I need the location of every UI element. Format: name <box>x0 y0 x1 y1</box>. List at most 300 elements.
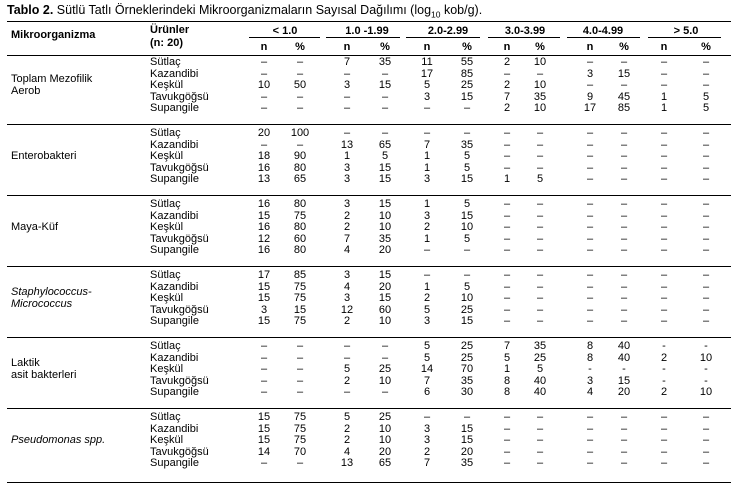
count-cell: 3 <box>343 198 351 210</box>
product-name: Supangile <box>150 315 199 327</box>
count-cell: 3 <box>423 173 431 185</box>
products-column-header: Ürünler <box>150 24 190 36</box>
percent-cell: – <box>536 209 544 222</box>
count-cell: – <box>660 127 668 139</box>
percent-cell: – <box>620 209 628 222</box>
count-cell: 3 <box>343 161 351 174</box>
percent-cell: – <box>536 445 544 458</box>
percent-cell: 10 <box>699 351 713 364</box>
product-name: Sütlaç <box>150 269 181 281</box>
count-cell: 3 <box>586 67 594 80</box>
count-cell: – <box>660 79 668 91</box>
count-cell: – <box>660 269 668 281</box>
range-header: 3.0-3.99 <box>504 25 546 37</box>
product-name: Supangile <box>150 244 199 256</box>
percent-cell: 40 <box>533 374 547 387</box>
count-cell: 3 <box>260 303 268 316</box>
percent-cell: 10 <box>460 221 474 233</box>
count-cell: – <box>503 269 511 281</box>
percent-cell: 5 <box>463 150 471 162</box>
count-cell: – <box>586 434 594 446</box>
count-cell: – <box>423 244 431 256</box>
range-header: 1.0 -1.99 <box>345 25 389 37</box>
percent-cell: 70 <box>460 363 474 375</box>
percent-cell: – <box>620 411 628 423</box>
count-cell: 4 <box>343 445 351 458</box>
product-name: Supangile <box>150 386 199 398</box>
count-cell: 4 <box>343 280 351 293</box>
percent-cell: – <box>381 127 389 139</box>
count-cell: – <box>660 434 668 446</box>
count-cell: 1 <box>423 232 431 245</box>
count-cell: – <box>660 161 668 174</box>
product-name: Keşkül <box>150 79 184 91</box>
percent-cell: 100 <box>290 127 310 139</box>
percent-cell: 15 <box>378 173 392 185</box>
table-title-tail: kob/g). <box>440 3 483 17</box>
count-cell: 2 <box>423 221 431 233</box>
microorganism-name: Maya-Küf <box>11 220 59 233</box>
count-cell: – <box>586 422 594 435</box>
range-underline <box>648 37 721 38</box>
count-cell: – <box>260 138 268 151</box>
table-top-rule <box>7 21 731 22</box>
percent-cell: 5 <box>702 102 710 114</box>
n-column-header: n <box>503 41 511 53</box>
count-cell: – <box>660 67 668 80</box>
product-name: Keşkül <box>150 292 184 304</box>
count-cell: – <box>423 269 431 281</box>
percent-cell: 25 <box>460 79 474 91</box>
count-cell: 1 <box>660 90 668 103</box>
percent-cell: 15 <box>460 422 474 435</box>
count-cell: 11 <box>421 56 433 68</box>
range-header: 4.0-4.99 <box>582 25 624 37</box>
count-cell: – <box>586 244 594 256</box>
count-cell: 1 <box>503 173 511 185</box>
microorganism-name: Pseudomonas spp. <box>11 433 106 446</box>
percent-cell: - <box>704 374 708 387</box>
percent-cell: – <box>381 340 389 352</box>
percent-cell: 20 <box>378 244 392 256</box>
count-cell: 12 <box>257 232 271 245</box>
count-cell: 1 <box>423 280 431 293</box>
count-cell: – <box>660 445 668 458</box>
count-cell: – <box>260 363 268 375</box>
percent-cell: – <box>702 150 710 162</box>
count-cell: 2 <box>660 351 668 364</box>
count-cell: – <box>586 127 594 139</box>
range-underline <box>249 37 320 38</box>
percent-cell: 75 <box>293 411 307 423</box>
percent-column-header: % <box>619 41 629 53</box>
count-cell: 1 <box>660 102 668 114</box>
count-cell: – <box>660 198 668 210</box>
percent-cell: – <box>536 127 544 139</box>
count-cell: 3 <box>423 434 431 446</box>
count-cell: 18 <box>257 150 271 162</box>
percent-column-header: % <box>701 41 711 53</box>
product-name: Kazandibi <box>150 209 199 222</box>
count-cell: – <box>586 315 594 327</box>
percent-cell: 65 <box>378 457 392 469</box>
count-cell: 3 <box>423 315 431 327</box>
table-title-text: Sütlü Tatlı Örneklerindeki Mikroorganizmaların Sayısal Dağılımı (log <box>56 3 432 17</box>
percent-cell: – <box>702 445 710 458</box>
percent-cell: 10 <box>378 374 392 387</box>
percent-cell: 5 <box>702 90 710 103</box>
count-cell: 2 <box>343 221 351 233</box>
count-cell: – <box>343 340 351 352</box>
count-cell: – <box>586 79 594 91</box>
group-separator <box>7 408 731 409</box>
count-cell: 1 <box>423 198 431 210</box>
percent-cell: – <box>702 244 710 256</box>
percent-cell: 75 <box>293 434 307 446</box>
percent-cell: – <box>296 138 304 151</box>
percent-cell: – <box>296 67 304 80</box>
count-cell: – <box>503 150 511 162</box>
percent-cell: – <box>536 411 544 423</box>
count-cell: – <box>660 280 668 293</box>
group-separator <box>7 337 731 338</box>
percent-cell: 25 <box>378 411 392 423</box>
count-cell: – <box>660 221 668 233</box>
count-cell: – <box>586 150 594 162</box>
count-cell: 15 <box>257 411 271 423</box>
microorganism-name: Enterobakteri <box>11 149 77 162</box>
count-cell: 13 <box>340 138 354 151</box>
count-cell: 2 <box>503 56 511 68</box>
count-cell: 8 <box>503 386 511 398</box>
count-cell: – <box>660 422 668 435</box>
percent-cell: – <box>463 127 471 139</box>
percent-cell: – <box>620 269 628 281</box>
count-cell: – <box>260 102 268 114</box>
percent-cell: 10 <box>378 315 392 327</box>
count-cell: – <box>503 127 511 139</box>
count-cell: – <box>503 161 511 174</box>
count-cell: 4 <box>586 386 594 398</box>
percent-cell: – <box>536 161 544 174</box>
percent-cell: 85 <box>293 269 307 281</box>
count-cell: 2 <box>343 315 351 327</box>
product-name: Tavukgöğsü <box>150 445 209 458</box>
percent-cell: 80 <box>293 161 307 174</box>
percent-cell: – <box>620 244 628 256</box>
count-cell: – <box>503 315 511 327</box>
percent-cell: – <box>381 67 389 80</box>
percent-cell: 55 <box>460 56 474 68</box>
count-cell: – <box>586 303 594 316</box>
count-cell: – <box>660 457 668 469</box>
percent-cell: 40 <box>617 351 631 364</box>
count-cell: – <box>343 127 351 139</box>
percent-cell: – <box>620 422 628 435</box>
count-cell: – <box>660 315 668 327</box>
count-cell: 9 <box>586 90 594 103</box>
count-cell: – <box>586 161 594 174</box>
percent-cell: – <box>536 269 544 281</box>
count-cell: 5 <box>423 79 431 91</box>
product-name: Kazandibi <box>150 138 199 151</box>
percent-cell: – <box>381 351 389 364</box>
percent-cell: 80 <box>293 198 307 210</box>
microorganism-name: Staphylococcus- <box>11 285 92 298</box>
product-name: Keşkül <box>150 363 184 375</box>
count-cell: 5 <box>423 351 431 364</box>
percent-cell: 85 <box>460 67 474 80</box>
count-cell: – <box>503 209 511 222</box>
count-cell: – <box>423 102 431 114</box>
count-cell: – <box>586 445 594 458</box>
microorganism-name: Laktik <box>11 356 40 369</box>
percent-cell: – <box>702 269 710 281</box>
n-column-header: n <box>423 41 431 53</box>
group-separator <box>7 195 731 196</box>
percent-cell: 80 <box>293 221 307 233</box>
count-cell: 2 <box>423 445 431 458</box>
percent-cell: – <box>702 292 710 304</box>
count-cell: – <box>260 340 268 352</box>
percent-cell: 15 <box>460 434 474 446</box>
count-cell: 2 <box>423 292 431 304</box>
count-cell: – <box>660 411 668 423</box>
count-cell: – <box>503 244 511 256</box>
product-name: Tavukgöğsü <box>150 161 209 174</box>
count-cell: – <box>586 56 594 68</box>
percent-cell: – <box>620 198 628 210</box>
table-bottom-rule <box>7 482 731 483</box>
count-cell: 2 <box>503 79 511 91</box>
percent-cell: – <box>620 138 628 151</box>
count-cell: – <box>260 457 268 469</box>
product-name: Keşkül <box>150 221 184 233</box>
count-cell: – <box>343 351 351 364</box>
count-cell: – <box>343 90 351 103</box>
count-cell: – <box>503 445 511 458</box>
count-cell: 7 <box>423 138 431 151</box>
percent-cell: 60 <box>293 232 307 245</box>
count-cell: 4 <box>343 244 351 256</box>
table-title-subscript: 10 <box>431 9 441 20</box>
percent-cell: – <box>620 292 628 304</box>
count-cell: – <box>343 102 351 114</box>
percent-cell: – <box>296 363 304 375</box>
percent-cell: – <box>702 411 710 423</box>
percent-cell: 5 <box>463 161 471 174</box>
count-cell: – <box>586 221 594 233</box>
count-cell: 14 <box>420 363 434 375</box>
percent-cell: 20 <box>378 280 392 293</box>
percent-cell: 15 <box>293 303 307 316</box>
count-cell: 3 <box>343 269 351 281</box>
count-cell: 8 <box>586 340 594 352</box>
percent-cell: 75 <box>293 422 307 435</box>
percent-cell: 15 <box>378 161 392 174</box>
percent-cell: 85 <box>617 102 631 114</box>
percent-cell: 10 <box>533 79 547 91</box>
count-cell: 16 <box>257 244 271 256</box>
microorganism-name: Micrococcus <box>11 297 73 310</box>
count-cell: 13 <box>257 173 271 185</box>
count-cell: – <box>260 386 268 398</box>
count-cell: – <box>260 90 268 103</box>
percent-cell: 15 <box>460 315 474 327</box>
percent-cell: 10 <box>378 221 392 233</box>
percent-cell: – <box>381 102 389 114</box>
count-cell: – <box>586 411 594 423</box>
percent-cell: 65 <box>378 138 392 151</box>
percent-cell: 45 <box>617 90 631 103</box>
count-cell: 3 <box>586 374 594 387</box>
count-cell: – <box>343 67 351 80</box>
percent-cell: – <box>702 138 710 151</box>
count-cell: 5 <box>343 411 351 423</box>
percent-cell: 10 <box>378 422 392 435</box>
count-cell: 3 <box>343 173 351 185</box>
count-cell: 5 <box>503 351 511 364</box>
count-cell: - <box>662 374 666 387</box>
percent-cell: – <box>620 457 628 469</box>
group-separator <box>7 124 731 125</box>
count-cell: 7 <box>503 340 511 352</box>
percent-cell: – <box>702 422 710 435</box>
percent-cell: – <box>620 232 628 245</box>
percent-cell: – <box>536 457 544 469</box>
percent-cell: 75 <box>293 292 307 304</box>
percent-cell: – <box>296 374 304 387</box>
percent-cell: 20 <box>378 445 392 458</box>
count-cell: – <box>503 411 511 423</box>
percent-cell: 35 <box>460 457 474 469</box>
count-cell: – <box>503 232 511 245</box>
percent-cell: 90 <box>293 150 307 162</box>
range-header: > 5.0 <box>673 25 699 37</box>
percent-cell: 5 <box>381 150 389 162</box>
percent-cell: 20 <box>460 445 474 458</box>
count-cell: – <box>586 198 594 210</box>
percent-cell: – <box>536 198 544 210</box>
product-name: Keşkül <box>150 434 184 446</box>
percent-cell: 35 <box>460 138 474 151</box>
count-cell: 17 <box>583 102 597 114</box>
group-separator <box>7 266 731 267</box>
percent-cell: – <box>536 303 544 316</box>
percent-cell: 35 <box>533 340 547 352</box>
count-cell: 15 <box>257 434 271 446</box>
percent-cell: 40 <box>617 340 631 352</box>
count-cell: 8 <box>586 351 594 364</box>
count-cell: – <box>503 221 511 233</box>
range-underline <box>326 37 400 38</box>
n-column-header: n <box>260 41 268 53</box>
count-cell: 7 <box>503 90 511 103</box>
range-header: 2.0-2.99 <box>427 25 469 37</box>
count-cell: – <box>660 150 668 162</box>
percent-cell: 15 <box>460 209 474 222</box>
percent-cell: 35 <box>533 90 547 103</box>
count-cell: – <box>423 411 431 423</box>
count-cell: 17 <box>257 269 271 281</box>
percent-cell: 10 <box>378 209 392 222</box>
count-cell: 15 <box>257 292 271 304</box>
count-cell: – <box>660 292 668 304</box>
product-name: Kazandibi <box>150 67 199 80</box>
count-cell: 16 <box>257 221 271 233</box>
percent-cell: – <box>702 280 710 293</box>
percent-cell: 10 <box>533 102 547 114</box>
percent-cell: – <box>463 102 471 114</box>
products-sample-count: (n: 20) <box>150 37 183 49</box>
count-cell: – <box>260 56 268 68</box>
count-cell: 2 <box>343 422 351 435</box>
product-name: Sütlaç <box>150 127 181 139</box>
percent-cell: – <box>620 161 628 174</box>
count-cell: – <box>586 292 594 304</box>
percent-cell: – <box>702 457 710 469</box>
percent-cell: – <box>620 303 628 316</box>
percent-column-header: % <box>380 41 390 53</box>
percent-cell: – <box>702 198 710 210</box>
percent-cell: 60 <box>378 303 392 316</box>
percent-cell: – <box>620 173 628 185</box>
count-cell: – <box>660 173 668 185</box>
percent-cell: 15 <box>378 79 392 91</box>
count-cell: 16 <box>257 161 271 174</box>
percent-cell: 65 <box>293 173 307 185</box>
product-name: Tavukgöğsü <box>150 374 209 387</box>
count-cell: 13 <box>340 457 354 469</box>
percent-cell: – <box>381 90 389 103</box>
count-cell: – <box>586 269 594 281</box>
percent-cell: 75 <box>293 315 307 327</box>
percent-cell: – <box>536 138 544 151</box>
percent-cell: – <box>702 434 710 446</box>
count-cell: 15 <box>257 422 271 435</box>
percent-cell: 25 <box>460 340 474 352</box>
percent-cell: – <box>296 386 304 398</box>
count-cell: 5 <box>343 363 351 375</box>
percent-cell: – <box>296 56 304 68</box>
percent-cell: 75 <box>293 280 307 293</box>
percent-cell: – <box>620 445 628 458</box>
count-cell: 2 <box>503 102 511 114</box>
product-name: Tavukgöğsü <box>150 90 209 103</box>
percent-cell: – <box>702 56 710 68</box>
count-cell: – <box>586 457 594 469</box>
count-cell: 2 <box>343 374 351 387</box>
count-cell: – <box>586 280 594 293</box>
percent-cell: – <box>702 173 710 185</box>
percent-cell: – <box>536 292 544 304</box>
count-cell: – <box>343 386 351 398</box>
range-header: < 1.0 <box>272 25 298 37</box>
percent-cell: – <box>536 232 544 245</box>
count-cell: 3 <box>423 90 431 103</box>
count-cell: – <box>503 292 511 304</box>
count-cell: – <box>503 422 511 435</box>
range-underline <box>567 37 640 38</box>
percent-cell: – <box>620 56 628 68</box>
percent-cell: 35 <box>378 56 392 68</box>
percent-cell: 5 <box>463 280 471 293</box>
percent-cell: – <box>702 303 710 316</box>
percent-cell: 40 <box>533 386 547 398</box>
percent-cell: – <box>702 232 710 245</box>
product-name: Sütlaç <box>150 340 181 352</box>
percent-cell: – <box>702 79 710 91</box>
